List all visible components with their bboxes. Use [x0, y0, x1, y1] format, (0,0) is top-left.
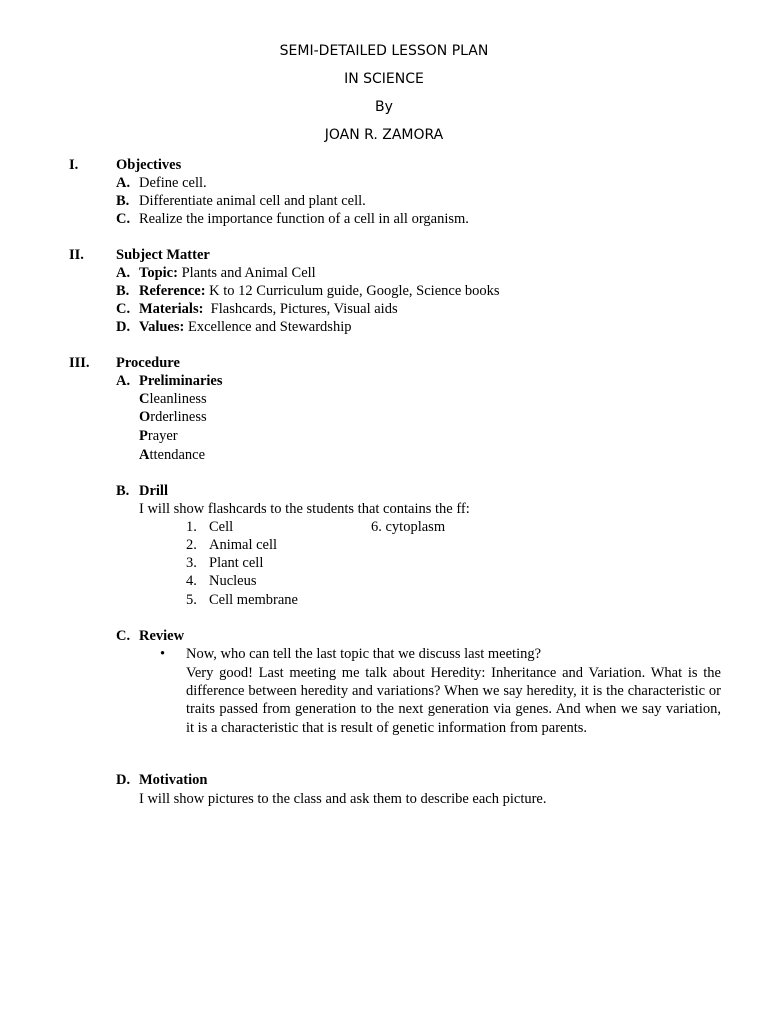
item-letter: C. [116, 211, 131, 227]
item-letter: A. [116, 373, 131, 389]
item-letter: D. [116, 772, 131, 788]
drill-intro: I will show flashcards to the students that contains the ff: [139, 501, 470, 517]
item-letter: B. [116, 483, 130, 499]
item-letter: C. [116, 301, 131, 317]
objective-item: Define cell. [139, 175, 207, 191]
subject-item-values [139, 318, 351, 336]
item-text: Flashcards, Pictures, Visual aids [203, 301, 398, 317]
motivation-text: I will show pictures to the class and ask them to describe each picture. [139, 791, 547, 807]
acronym-rest: rderliness [150, 409, 207, 425]
item-label: Values: [139, 319, 185, 335]
section-numeral: II. [69, 247, 84, 263]
list-number: 1. [186, 519, 197, 535]
drill-item: Cell [209, 519, 234, 535]
item-letter: A. [116, 175, 131, 191]
item-text: K to 12 Curriculum guide, Google, Science books [205, 283, 500, 299]
item-letter: B. [116, 193, 130, 209]
document-title: SEMI-DETAILED LESSON PLAN [279, 43, 489, 59]
section-heading: Objectives [116, 157, 182, 173]
review-question: Now, who can tell the last topic that we discuss last meeting? [186, 646, 542, 662]
preliminary-item [139, 446, 205, 464]
item-letter: B. [116, 283, 130, 299]
subject-item-reference [139, 282, 500, 300]
preliminary-item [139, 427, 178, 445]
item-letter: C. [116, 628, 131, 644]
subsection-heading: Preliminaries [139, 373, 223, 389]
subsection-heading: Motivation [139, 772, 208, 788]
item-label: Topic: [139, 265, 178, 281]
acronym-rest: leanliness [149, 391, 207, 407]
drill-item: Cell membrane [209, 592, 298, 608]
document-subtitle: IN SCIENCE [344, 71, 424, 87]
list-number: 3. [186, 555, 197, 571]
acronym-rest: ttendance [149, 447, 206, 463]
list-number: 4. [186, 573, 197, 589]
drill-item-extra: 6. cytoplasm [371, 519, 446, 535]
acronym-rest: rayer [147, 428, 178, 444]
subject-item-topic [139, 264, 316, 282]
section-heading: Subject Matter [116, 247, 210, 263]
section-numeral: I. [69, 157, 79, 173]
list-number: 5. [186, 592, 197, 608]
item-text: Excellence and Stewardship [184, 319, 352, 335]
item-label: Reference: [139, 283, 206, 299]
author-name: JOAN R. ZAMORA [324, 127, 444, 143]
drill-item: Animal cell [209, 537, 278, 553]
section-numeral: III. [69, 355, 90, 371]
author-by: By [375, 99, 393, 115]
acronym-initial: A [139, 447, 150, 463]
review-answer: Very good! Last meeting me talk about Heredity: Inheritance and Variation. What is the difference between heredity and variations? When we say heredity, it is the characteristic or traits passed from generation to the next generation via genes. And when we say variation, it is a characteristic that is result of genetic information from parents. [186, 665, 721, 736]
subject-item-materials [139, 300, 398, 318]
drill-item: Nucleus [209, 573, 257, 589]
item-letter: A. [116, 265, 131, 281]
section-heading: Procedure [116, 355, 180, 371]
preliminary-item [139, 408, 207, 426]
preliminary-item [139, 390, 207, 408]
objective-item: Differentiate animal cell and plant cell. [139, 193, 366, 209]
item-label: Materials: [139, 301, 204, 317]
acronym-initial: C [139, 391, 150, 407]
acronym-initial: O [139, 409, 151, 425]
bullet-icon: • [160, 646, 166, 662]
list-number: 2. [186, 537, 197, 553]
subsection-heading: Review [139, 628, 185, 644]
drill-item: Plant cell [209, 555, 264, 571]
acronym-initial: P [139, 428, 148, 444]
objective-item: Realize the importance function of a cell in all organism. [139, 211, 469, 227]
item-text: Plants and Animal Cell [177, 265, 316, 281]
subsection-heading: Drill [139, 483, 168, 499]
item-letter: D. [116, 319, 131, 335]
